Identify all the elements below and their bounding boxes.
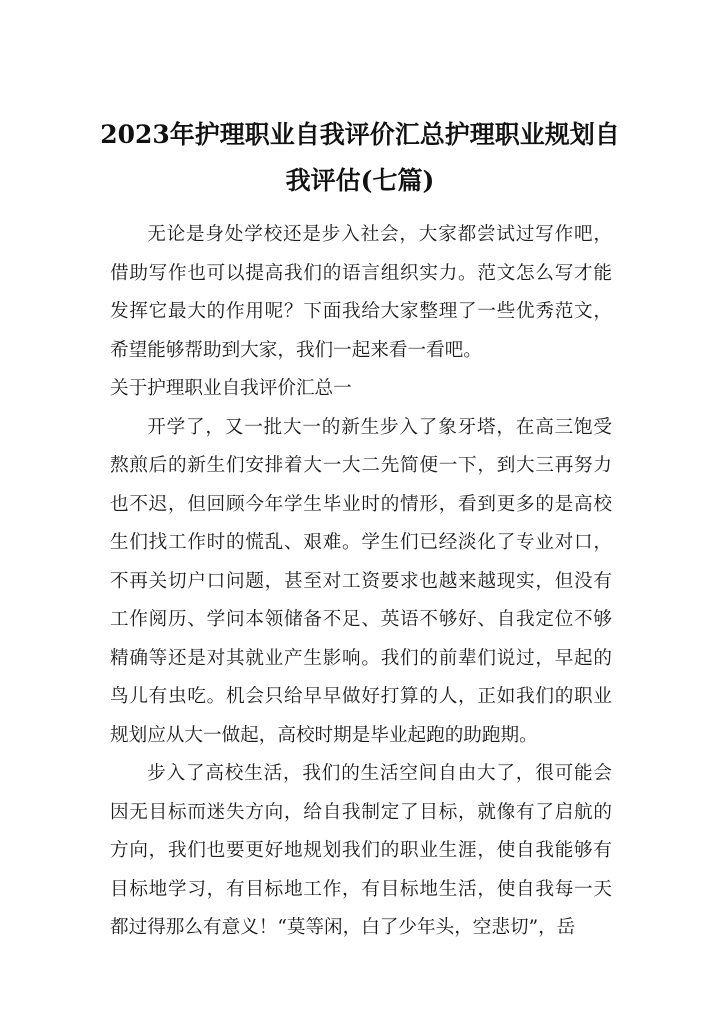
document-body bbox=[110, 216, 612, 948]
document-title: 2023年护理职业自我评价汇总护理职业规划自我评估(七篇) bbox=[100, 120, 620, 195]
body-paragraph-2: 步入了高校生活，我们的生活空间自由大了，很可能会因无目标而迷失方向，给自我制定了目标，就像有了启航的方向，我们也要更好地规划我们的职业生涯，使自我能够有目标地学习，有目标地工作，有目标地生活，使自我每一天都过得那么有意义！“莫等闲，白了少年头，空悲切”，岳 bbox=[110, 763, 612, 938]
intro-paragraph: 无论是身处学校还是步入社会，大家都尝试过写作吧，借助写作也可以提高我们的语言组织实力。范文怎么写才能发挥它最大的作用呢？下面我给大家整理了一些优秀范文，希望能够帮助到大家，我们一起来看一看吧。 bbox=[110, 224, 612, 361]
section-heading: 关于护理职业自我评价汇总一 bbox=[110, 378, 352, 399]
body-paragraph-1: 开学了，又一批大一的新生步入了象牙塔，在高三饱受熬煎后的新生们安排着大一大二先简便一下，到大三再努力也不迟，但回顾今年学生毕业时的情形，看到更多的是高校生们找工作时的慌乱、艰难。学生们已经淡化了专业对口，不再关切户口问题，甚至对工资要求也越来越现实，但没有工作阅历、学问本领储备不足、英语不够好、自我定位不够精确等还是对其就业产生影响。我们的前辈们说过，早起的鸟儿有虫吃。机会只给早早做好打算的人，正如我们的职业规划应从大一做起，高校时期是毕业起跑的助跑期。 bbox=[110, 416, 612, 746]
